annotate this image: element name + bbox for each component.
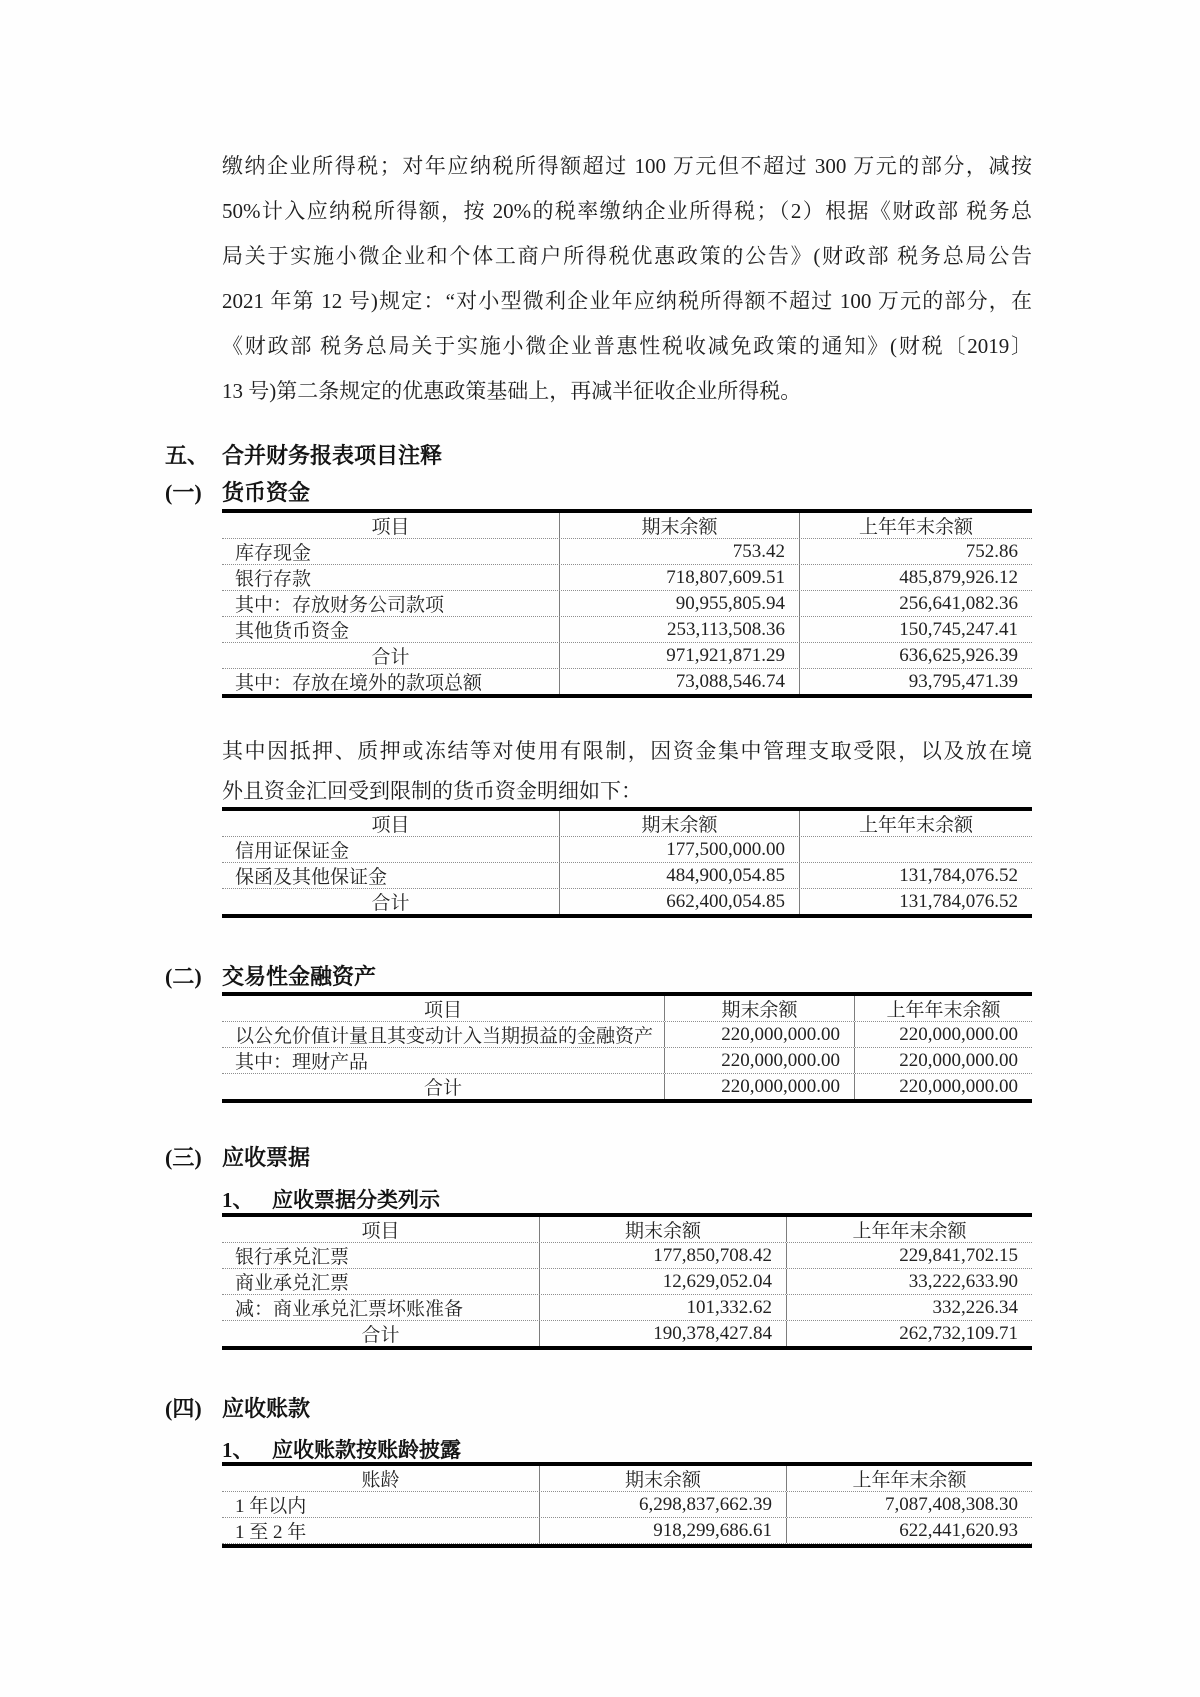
subsection-title: 应收票据 [222,1145,311,1170]
column-header: 账龄 [222,1466,540,1491]
table-row [222,669,1032,694]
cell-prior-balance: 256,641,082.36 [899,592,1018,614]
cell-current-balance: 12,629,052.04 [540,1269,787,1294]
table-row [222,643,1032,669]
table-header-row [222,513,1032,539]
column-header: 期末余额 [560,811,800,836]
cell-current-balance: 220,000,000.00 [665,1048,855,1073]
cell-prior-balance: 622,441,620.93 [899,1519,1018,1541]
cell-item: 合计 [222,889,560,914]
cell-current-balance: 718,807,609.51 [560,565,800,590]
paragraph-line: 《财政部 税务总局关于实施小微企业普惠性税收减免政策的通知》(财税〔2019〕 [222,334,1032,358]
cell-prior-balance: 262,732,109.71 [899,1322,1018,1344]
cell-item: 合计 [222,1321,540,1346]
cell-prior-balance: 150,745,247.41 [899,618,1018,640]
cell-current-balance: 177,500,000.00 [560,837,800,862]
table-row [222,539,1032,565]
paragraph-line: 外且资金汇回受到限制的货币资金明细如下： [222,779,642,803]
paragraph-line: 缴纳企业所得税；对年应纳税所得额超过 100 万元但不超过 300 万元的部分，减按 [222,154,1032,178]
cell-current-balance: 971,921,871.29 [560,643,800,668]
subsection-title: 应收账款 [222,1396,311,1421]
cell-prior-balance: 33,222,633.90 [908,1270,1018,1292]
column-header: 上年年末余额 [858,517,973,538]
column-header: 项目 [222,1217,540,1242]
section-title: 合并财务报表项目注释 [222,443,443,468]
section-heading-notes [165,444,442,468]
column-header: 上年年末余额 [858,815,973,836]
column-header: 期末余额 [665,996,855,1021]
column-header: 项目 [222,996,665,1021]
subheading-title: 应收账款按账龄披露 [272,1438,461,1462]
paragraph-line: 局关于实施小微企业和个体工商户所得税优惠政策的公告》(财政部 税务总局公告 [222,244,1032,268]
cell-item: 1 年以内 [222,1492,540,1517]
column-header: 期末余额 [560,513,800,538]
cell-item: 库存现金 [222,539,560,564]
cell-prior-balance: 7,087,408,308.30 [885,1493,1018,1515]
table-row [222,1022,1032,1048]
column-header: 期末余额 [540,1466,787,1491]
notes-receivable-table [222,1213,1032,1350]
cell-item: 银行存款 [222,565,560,590]
cell-current-balance: 6,298,837,662.39 [540,1492,787,1517]
cell-item: 其他货币资金 [222,617,560,642]
column-header: 上年年末余额 [886,1000,1001,1021]
cell-item: 以公允价值计量且其变动计入当期损益的金融资产 [222,1022,665,1047]
table-row [222,1321,1032,1346]
cell-prior-balance: 485,879,926.12 [899,566,1018,588]
monetary-funds-table [222,509,1032,698]
cell-prior-balance: 332,226.34 [932,1296,1018,1318]
paragraph-line: 13 号)第二条规定的优惠政策基础上，再减半征收企业所得税。 [222,379,802,403]
column-header: 项目 [222,513,560,538]
table-row [222,1518,1032,1544]
accounts-receivable-aging-table [222,1462,1032,1548]
table-row [222,565,1032,591]
table-row [222,617,1032,643]
subheading-title: 应收票据分类列示 [272,1188,440,1212]
trading-assets-table [222,992,1032,1103]
cell-current-balance: 662,400,054.85 [560,889,800,914]
paragraph-line: 2021 年第 12 号)规定：“对小型微利企业年应纳税所得额不超过 100 万元的部分，在 [222,289,1032,313]
cell-current-balance: 220,000,000.00 [665,1074,855,1099]
cell-current-balance: 190,378,427.84 [540,1321,787,1346]
paragraph-line: 其中因抵押、质押或冻结等对使用有限制，因资金集中管理支取受限，以及放在境 [222,739,1032,763]
cell-item: 其中：存放在境外的款项总额 [222,669,560,694]
cell-current-balance: 177,850,708.42 [540,1243,787,1268]
cell-current-balance: 753.42 [560,539,800,564]
tax-policy-paragraph [222,144,1032,414]
table-header-row [222,1217,1032,1243]
table-header-row [222,1466,1032,1492]
column-header: 项目 [222,811,560,836]
subsection-number: (一) [165,480,202,505]
cell-item: 合计 [222,1074,665,1099]
table-row [222,1492,1032,1518]
column-header: 期末余额 [540,1217,787,1242]
table-row [222,1243,1032,1269]
restricted-funds-note [222,731,1032,811]
column-header: 上年年末余额 [852,1470,967,1491]
cell-prior-balance: 636,625,926.39 [899,644,1018,666]
cell-item: 合计 [222,643,560,668]
cell-current-balance: 918,299,686.61 [540,1518,787,1543]
table-row [222,591,1032,617]
table-row [222,889,1032,914]
cell-item: 商业承兑汇票 [222,1269,540,1294]
table-row [222,1269,1032,1295]
table-row [222,1295,1032,1321]
column-header: 上年年末余额 [852,1221,967,1242]
subheading-accounts-receivable-aging [222,1439,461,1462]
subsection-number: (四) [165,1396,202,1421]
restricted-funds-table [222,807,1032,918]
cell-prior-balance: 229,841,702.15 [899,1244,1018,1266]
cell-item: 其中：理财产品 [222,1048,665,1073]
cell-item: 减：商业承兑汇票坏账准备 [222,1295,540,1320]
subsection-title: 货币资金 [222,480,311,505]
subsection-heading-monetary-funds [165,481,310,505]
cell-prior-balance: 752.86 [965,540,1018,562]
cell-prior-balance: 220,000,000.00 [899,1075,1018,1097]
cell-item: 银行承兑汇票 [222,1243,540,1268]
cell-prior-balance: 131,784,076.52 [899,864,1018,886]
cell-prior-balance: 220,000,000.00 [899,1049,1018,1071]
subsection-heading-notes-receivable [165,1146,310,1170]
cell-current-balance: 73,088,546.74 [560,669,800,694]
cell-item: 信用证保证金 [222,837,560,862]
subsection-heading-trading-assets [165,965,376,989]
subheading-number: 1、 [222,1438,254,1462]
subheading-number: 1、 [222,1188,254,1212]
cell-prior-balance [800,837,1032,862]
subheading-notes-receivable-classification [222,1189,440,1212]
table-header-row [222,811,1032,837]
paragraph-line: 50%计入应纳税所得额，按 20%的税率缴纳企业所得税；（2）根据《财政部 税务总 [222,199,1032,223]
cell-prior-balance: 131,784,076.52 [899,890,1018,912]
cell-item: 1 至 2 年 [222,1518,540,1543]
table-header-row [222,996,1032,1022]
subsection-title: 交易性金融资产 [222,964,377,989]
subsection-heading-accounts-receivable [165,1397,310,1421]
table-row [222,1074,1032,1099]
table-row [222,1048,1032,1074]
section-number: 五、 [165,443,210,468]
cell-current-balance: 220,000,000.00 [665,1022,855,1047]
cell-current-balance: 253,113,508.36 [560,617,800,642]
subsection-number: (二) [165,964,202,989]
subsection-number: (三) [165,1145,202,1170]
table-row [222,837,1032,863]
cell-item: 保函及其他保证金 [222,863,560,888]
cell-current-balance: 101,332.62 [540,1295,787,1320]
cell-prior-balance: 93,795,471.39 [908,670,1018,692]
cell-current-balance: 90,955,805.94 [560,591,800,616]
table-row [222,863,1032,889]
cell-current-balance: 484,900,054.85 [560,863,800,888]
cell-item: 其中：存放财务公司款项 [222,591,560,616]
cell-prior-balance: 220,000,000.00 [899,1023,1018,1045]
